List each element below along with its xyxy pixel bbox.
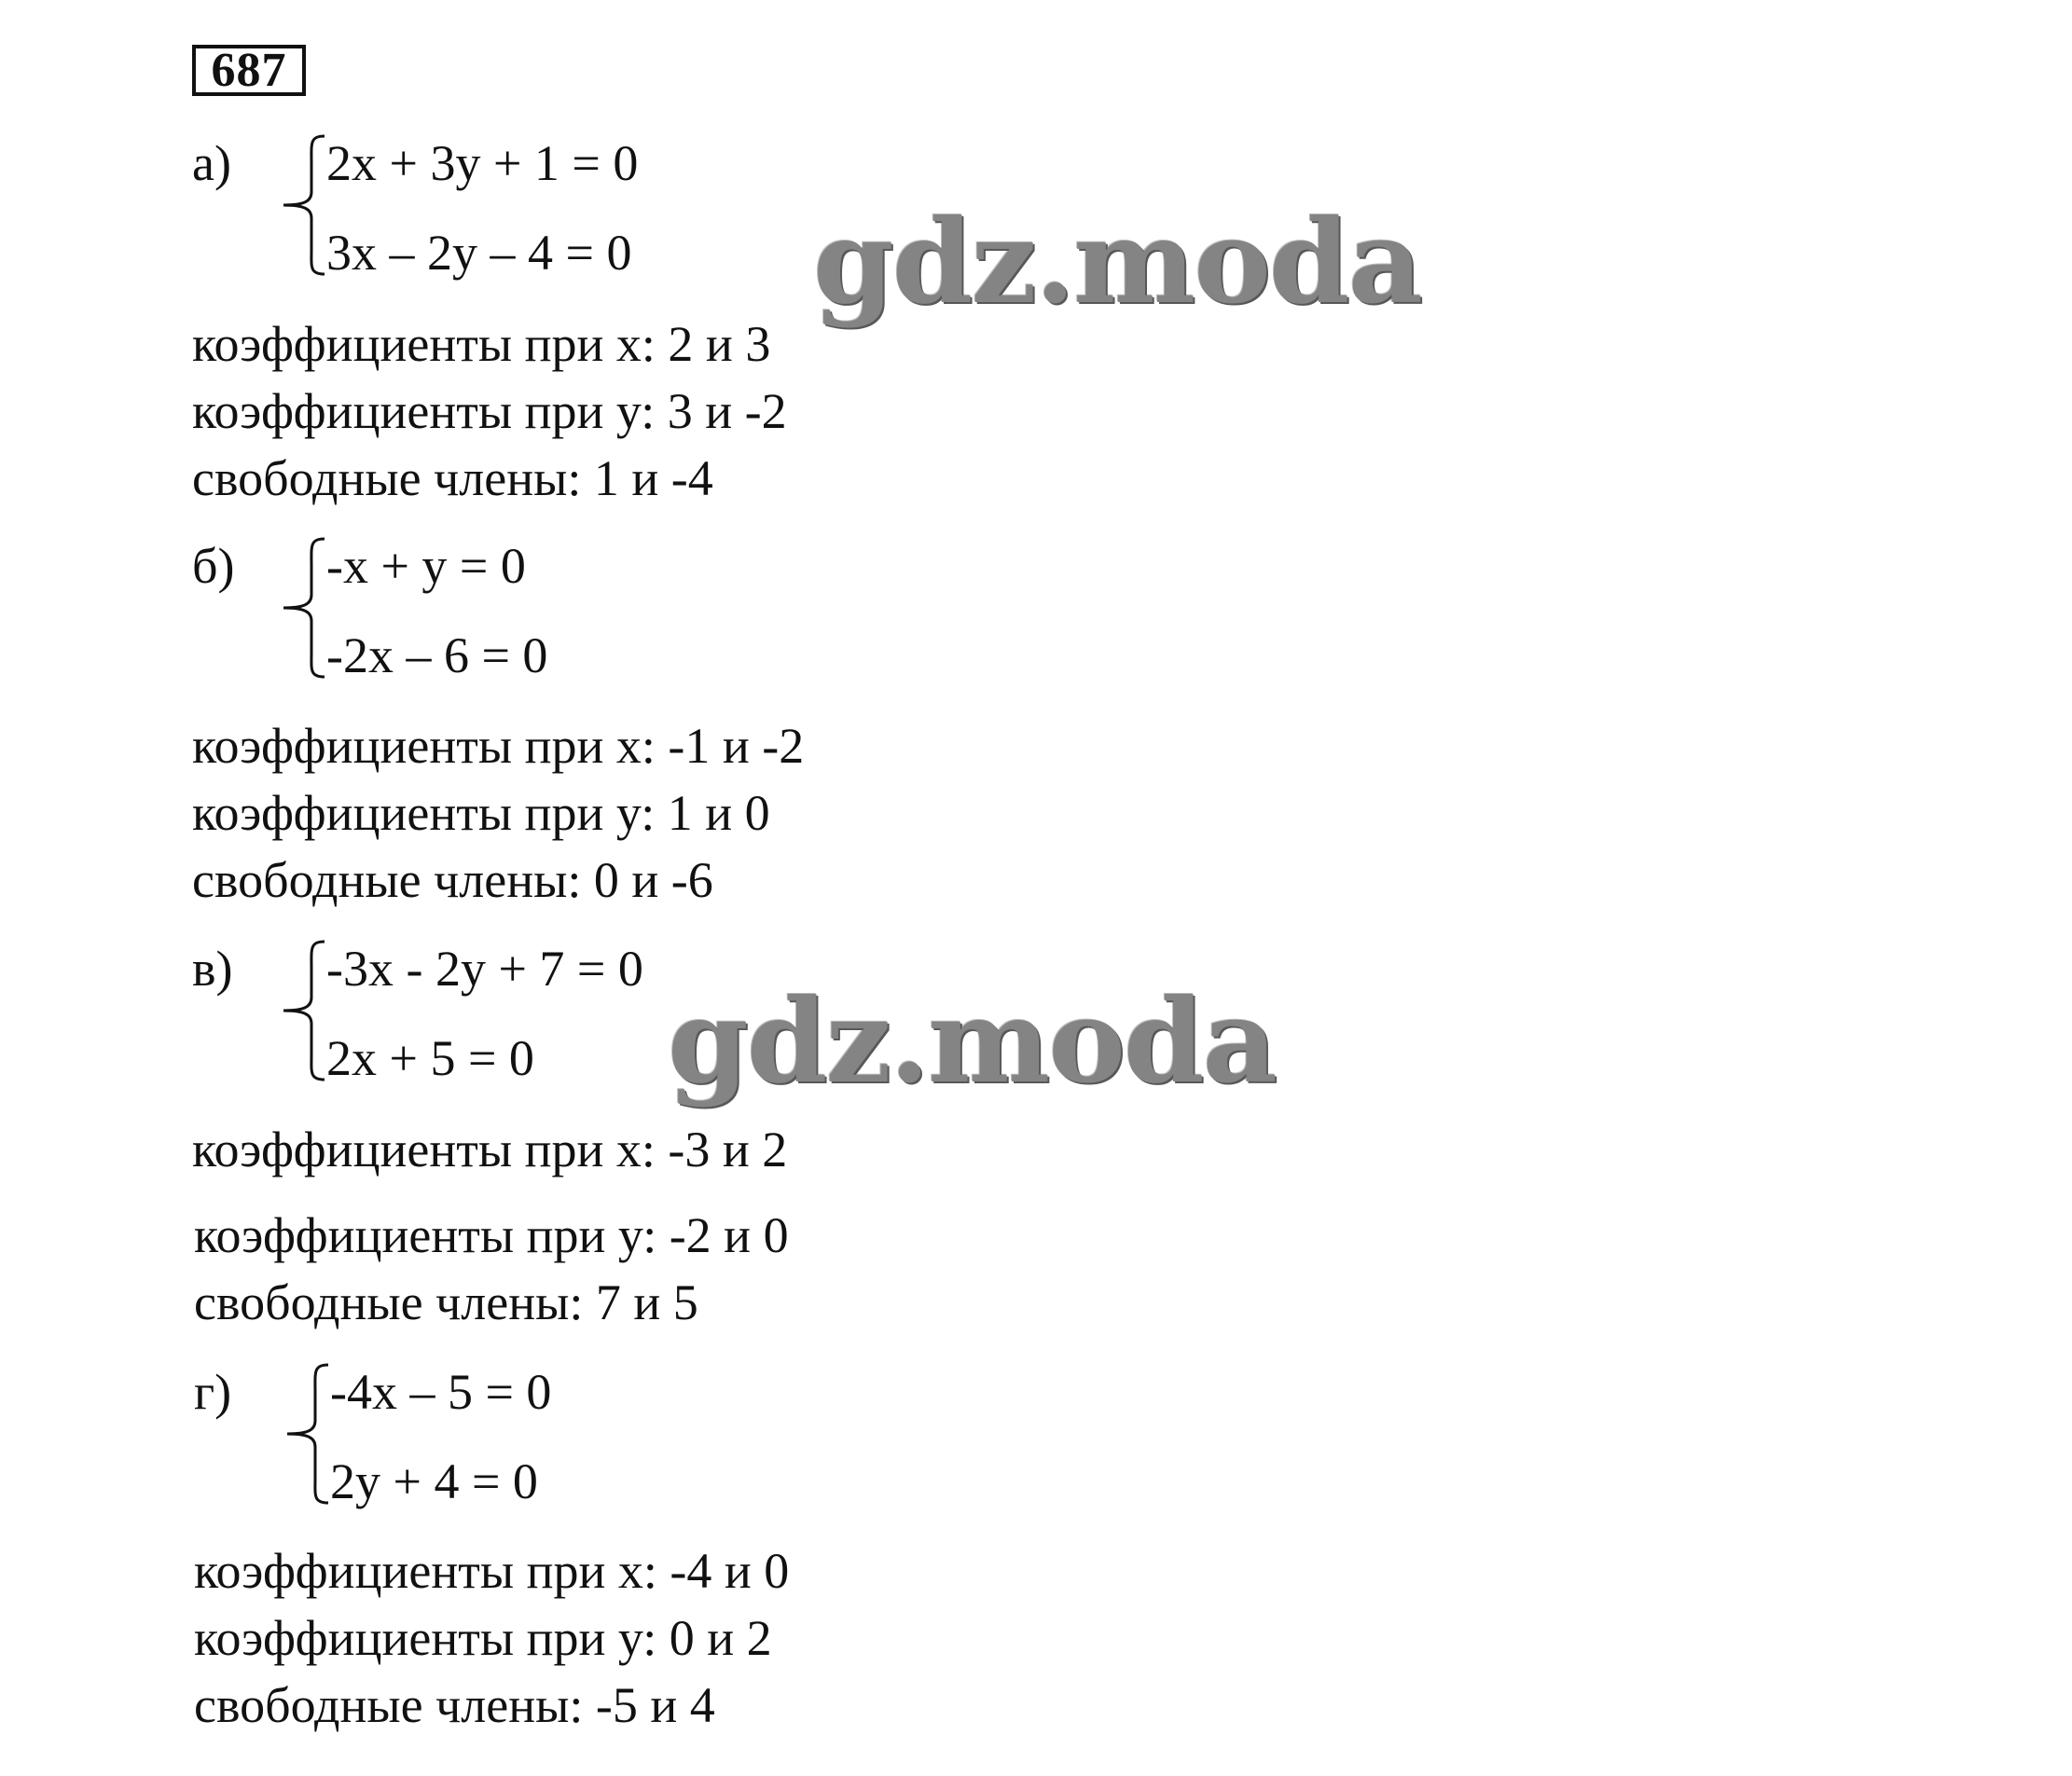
system-brace-g — [280, 1359, 336, 1508]
equation-g-1: -4x – 5 = 0 — [330, 1364, 552, 1420]
equation-a-2: 3x – 2y – 4 = 0 — [326, 225, 632, 281]
part-label-g: г) — [194, 1364, 232, 1420]
equation-b-2: -2x – 6 = 0 — [326, 627, 548, 683]
system-brace-v — [276, 936, 332, 1085]
watermark-middle: gdz.moda — [668, 974, 1276, 1109]
equation-v-2: 2x + 5 = 0 — [326, 1030, 534, 1086]
system-brace-b — [276, 533, 332, 682]
free-terms-b: свободные члены: 0 и -6 — [192, 852, 713, 908]
coefficients-y-a: коэффициенты при у: 3 и -2 — [192, 383, 787, 439]
coefficients-x-g: коэффициенты при x: -4 и 0 — [194, 1543, 790, 1599]
free-terms-g: свободные члены: -5 и 4 — [194, 1677, 715, 1733]
coefficients-y-g: коэффициенты при у: 0 и 2 — [194, 1610, 772, 1666]
coefficients-y-b: коэффициенты при у: 1 и 0 — [192, 785, 770, 841]
equation-b-1: -x + y = 0 — [326, 538, 526, 594]
equation-v-1: -3x - 2y + 7 = 0 — [326, 941, 643, 997]
equation-g-2: 2y + 4 = 0 — [330, 1453, 538, 1509]
coefficients-x-v: коэффициенты при x: -3 и 2 — [192, 1122, 788, 1177]
part-label-a: а) — [192, 135, 231, 191]
free-terms-a: свободные члены: 1 и -4 — [192, 450, 713, 506]
watermark-top: gdz.moda — [813, 195, 1421, 330]
problem-number: 687 — [192, 45, 306, 96]
part-label-v: в) — [192, 941, 233, 997]
part-label-b: б) — [192, 538, 235, 594]
system-brace-a — [276, 131, 332, 280]
coefficients-x-a: коэффициенты при x: 2 и 3 — [192, 316, 771, 372]
coefficients-y-v: коэффициенты при у: -2 и 0 — [194, 1207, 789, 1263]
coefficients-x-b: коэффициенты при x: -1 и -2 — [192, 718, 805, 774]
free-terms-v: свободные члены: 7 и 5 — [194, 1274, 698, 1330]
equation-a-1: 2x + 3y + 1 = 0 — [326, 135, 639, 191]
